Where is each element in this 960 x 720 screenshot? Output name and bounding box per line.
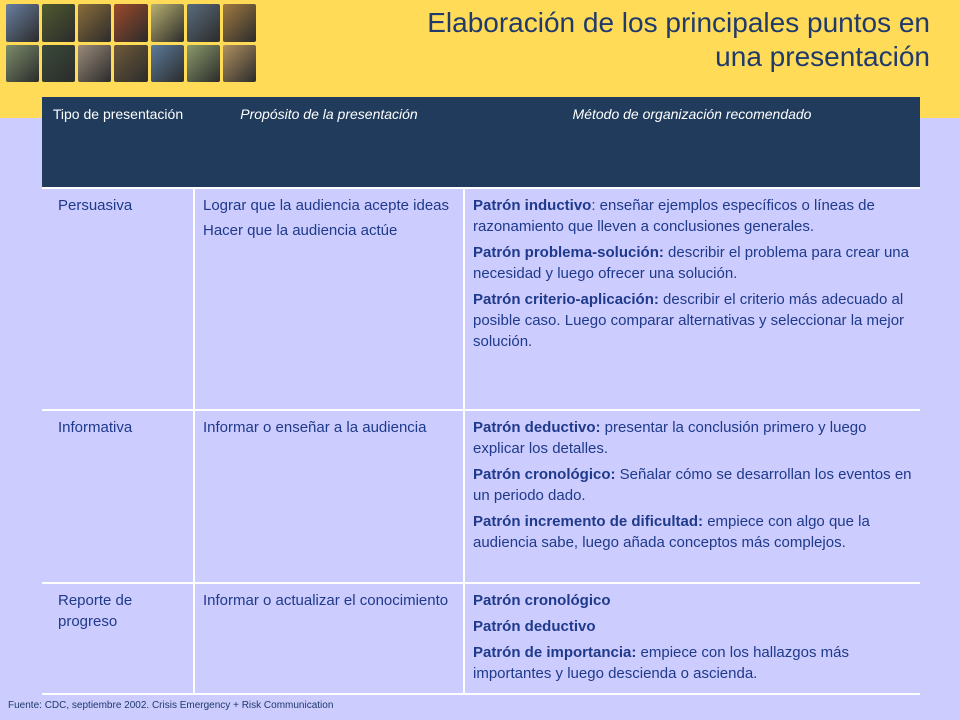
- pattern-item: [473, 642, 912, 684]
- cell-metodo: [464, 188, 920, 410]
- header-metodo: Método de organización recomendado: [464, 97, 920, 188]
- pattern-text: describir el criterio más adecuado al posible caso. Luego comparar alternativas y seleccionar la mejor solución.: [473, 291, 905, 350]
- pattern-name: Patrón cronológico:: [473, 466, 616, 483]
- pattern-item: [473, 417, 912, 459]
- cell-tipo: Informativa: [42, 410, 194, 583]
- purpose-line: Informar o enseñar a la audiencia: [203, 419, 427, 436]
- cell-proposito: [194, 188, 464, 410]
- slide-title-line2: una presentación: [715, 41, 930, 72]
- pattern-item: [473, 195, 912, 237]
- photo-tile: [114, 4, 147, 42]
- pattern-name: Patrón incremento de dificultad:: [473, 513, 704, 530]
- cell-metodo: [464, 410, 920, 583]
- pattern-item: [473, 464, 912, 506]
- purpose-line: Lograr que la audiencia acepte ideas: [203, 197, 450, 214]
- cell-tipo: Reporte de progreso: [42, 583, 194, 694]
- table-row: [42, 188, 920, 410]
- photo-tile: [223, 45, 256, 83]
- cell-metodo: [464, 583, 920, 694]
- table-row: [42, 583, 920, 694]
- photo-tile: [151, 45, 184, 83]
- photo-tile: [78, 45, 111, 83]
- pattern-text: presentar la conclusión primero y luego explicar los detalles.: [473, 419, 867, 457]
- header-tipo: Tipo de presentación: [42, 97, 194, 188]
- pattern-item: [473, 616, 912, 637]
- pattern-name: Patrón cronológico: [473, 592, 611, 609]
- pattern-name: Patrón problema-solución:: [473, 244, 664, 261]
- purpose-line: Hacer que la audiencia actúe: [203, 222, 398, 239]
- photo-tile: [42, 45, 75, 83]
- photo-tile: [187, 45, 220, 83]
- purpose-line: Informar o actualizar el conocimiento: [203, 592, 449, 609]
- pattern-text: : enseñar ejemplos específicos o líneas de razonamiento que lleven a conclusiones generales.: [473, 197, 875, 235]
- header-photo-mosaic: [6, 4, 256, 82]
- photo-tile: [78, 4, 111, 42]
- header-proposito: Propósito de la presentación: [194, 97, 464, 188]
- photo-tile: [6, 45, 39, 83]
- table-header-row: [42, 97, 920, 188]
- pattern-name: Patrón deductivo:: [473, 419, 601, 436]
- pattern-name: Patrón deductivo: [473, 618, 596, 635]
- cell-proposito: [194, 410, 464, 583]
- pattern-name: Patrón de importancia:: [473, 644, 637, 661]
- pattern-item: [473, 590, 912, 611]
- presentation-methods-table: [42, 97, 920, 695]
- slide-title-line1: Elaboración de los principales puntos en: [427, 7, 930, 38]
- pattern-item: [473, 289, 912, 352]
- photo-tile: [42, 4, 75, 42]
- pattern-text: describir el problema para crear una necesidad y luego ofrecer una solución.: [473, 244, 909, 282]
- cell-tipo: Persuasiva: [42, 188, 194, 410]
- cell-proposito: [194, 583, 464, 694]
- slide-title: [290, 6, 930, 74]
- photo-tile: [6, 4, 39, 42]
- table-row: [42, 410, 920, 583]
- pattern-item: [473, 511, 912, 553]
- source-footnote: Fuente: CDC, septiembre 2002. Crisis Emergency + Risk Communication: [8, 700, 334, 711]
- pattern-name: Patrón inductivo: [473, 197, 592, 214]
- pattern-text: Señalar cómo se desarrollan los eventos en un periodo dado.: [473, 466, 912, 504]
- pattern-name: Patrón criterio-aplicación:: [473, 291, 659, 308]
- photo-tile: [223, 4, 256, 42]
- pattern-text: empiece con algo que la audiencia sabe, luego añada conceptos más complejos.: [473, 513, 870, 551]
- photo-tile: [187, 4, 220, 42]
- photo-tile: [114, 45, 147, 83]
- pattern-text: empiece con los hallazgos más importantes y luego descienda o ascienda.: [473, 644, 849, 682]
- photo-tile: [151, 4, 184, 42]
- pattern-item: [473, 242, 912, 284]
